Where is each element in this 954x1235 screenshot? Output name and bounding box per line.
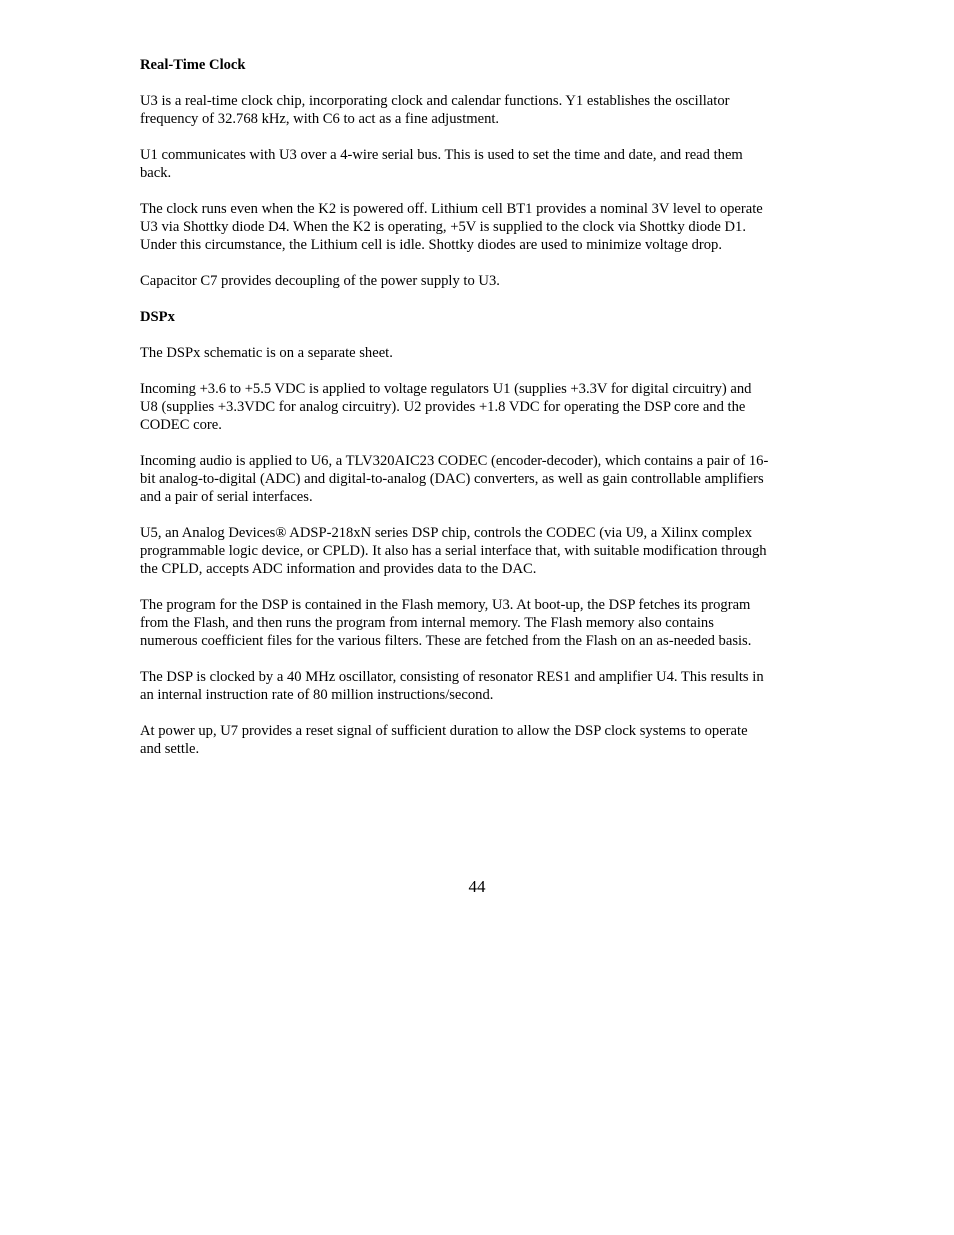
text-line: numerous coefficient files for the various filters. These are fetched from the Flash on an as-needed basis. xyxy=(140,633,752,649)
text-line: bit analog-to-digital (ADC) and digital-to-analog (DAC) converters, as well as gain controllable amplifiers xyxy=(140,471,764,487)
text-line: from the Flash, and then runs the program from internal memory. The Flash memory also contains xyxy=(140,615,714,631)
paragraph xyxy=(140,92,820,128)
text-line: The DSPx schematic is on a separate sheet. xyxy=(140,345,393,361)
text-line: U1 communicates with U3 over a 4-wire serial bus. This is used to set the time and date, and read them xyxy=(140,147,743,163)
paragraph xyxy=(140,722,820,758)
section-heading-real-time-clock: Real-Time Clock xyxy=(140,57,246,73)
text-line: and settle. xyxy=(140,741,200,757)
text-line: and a pair of serial interfaces. xyxy=(140,489,313,505)
text-line: The clock runs even when the K2 is powered off. Lithium cell BT1 provides a nominal 3V level to operate xyxy=(140,201,763,217)
paragraph xyxy=(140,596,820,650)
document-body xyxy=(140,56,820,776)
text-line: the CPLD, accepts ADC information and provides data to the DAC. xyxy=(140,561,537,577)
paragraph xyxy=(140,524,820,578)
text-line: Under this circumstance, the Lithium cell is idle. Shottky diodes are used to minimize voltage drop. xyxy=(140,237,722,253)
text-line: At power up, U7 provides a reset signal of sufficient duration to allow the DSP clock systems to operate xyxy=(140,723,748,739)
paragraph xyxy=(140,668,820,704)
text-line: programmable logic device, or CPLD). It also has a serial interface that, with suitable modification through xyxy=(140,543,767,559)
paragraph xyxy=(140,452,820,506)
paragraph xyxy=(140,344,820,362)
text-line: The program for the DSP is contained in the Flash memory, U3. At boot-up, the DSP fetches its program xyxy=(140,597,751,613)
page-number: 44 xyxy=(468,877,486,896)
text-line: U3 via Shottky diode D4. When the K2 is operating, +5V is supplied to the clock via Shottky diode D1. xyxy=(140,219,746,235)
text-line: Capacitor C7 provides decoupling of the power supply to U3. xyxy=(140,273,500,289)
paragraph xyxy=(140,146,820,182)
paragraph xyxy=(140,200,820,254)
text-line: CODEC core. xyxy=(140,417,222,433)
text-line: U8 (supplies +3.3VDC for analog circuitry). U2 provides +1.8 VDC for operating the DSP core and the xyxy=(140,399,746,415)
text-line: U5, an Analog Devices® ADSP-218xN series DSP chip, controls the CODEC (via U9, a Xilinx complex xyxy=(140,525,753,541)
text-line: back. xyxy=(140,165,172,181)
text-line: U3 is a real-time clock chip, incorporating clock and calendar functions. Y1 establishes the oscillator xyxy=(140,93,730,109)
section-heading-dspx: DSPx xyxy=(140,309,175,325)
text-line: Incoming audio is applied to U6, a TLV320AIC23 CODEC (encoder-decoder), which contains a pair of 16- xyxy=(140,453,769,469)
text-line: Incoming +3.6 to +5.5 VDC is applied to voltage regulators U1 (supplies +3.3V for digital circuitry) and xyxy=(140,381,752,397)
text-line: frequency of 32.768 kHz, with C6 to act as a fine adjustment. xyxy=(140,111,500,127)
paragraph xyxy=(140,380,820,434)
paragraph xyxy=(140,272,820,290)
text-line: The DSP is clocked by a 40 MHz oscillator, consisting of resonator RES1 and amplifier U4. This results in xyxy=(140,669,764,685)
text-line: an internal instruction rate of 80 million instructions/second. xyxy=(140,687,494,703)
